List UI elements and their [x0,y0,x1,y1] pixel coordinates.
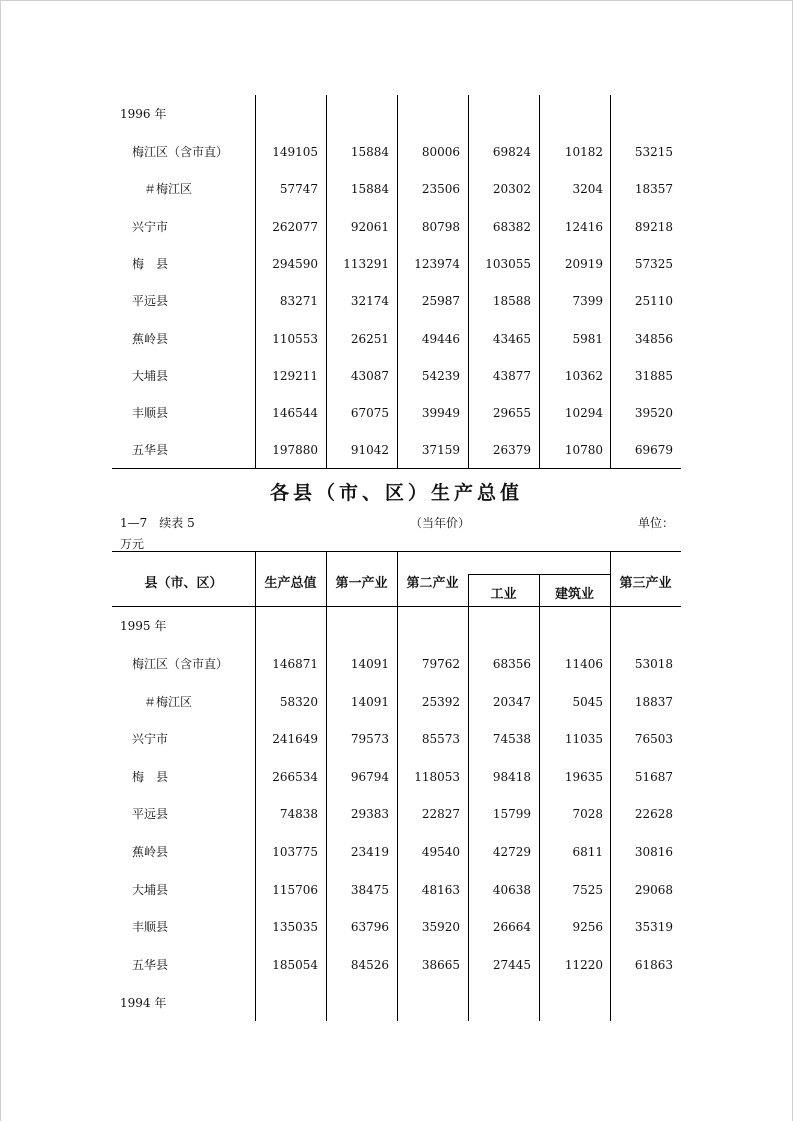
row-label: 大埔县 [132,882,169,897]
table-cell: 9256 [572,920,603,935]
table-cell: 29383 [350,807,389,822]
row-label: 丰顺县 [132,406,169,421]
header-industry: 工业 [490,587,517,602]
table-cell: 15799 [492,807,531,822]
row-label: 五华县 [132,957,169,972]
table-cell: 76503 [634,732,673,747]
row-label: ＃梅江区 [144,182,193,197]
table-cell: 14091 [350,657,389,671]
table-cell: 39520 [634,406,673,421]
table-cell: 29068 [634,882,673,897]
table-cell: 18837 [634,694,673,709]
price-note: （当年价） [410,516,471,530]
table-cell: 38475 [350,882,389,897]
row-label: 蕉岭县 [132,845,169,859]
table-cell: 197880 [272,443,318,458]
table-number: 1—7 续表 5 [120,516,195,530]
table-cell: 98418 [492,769,531,784]
table-cell: 91042 [350,443,389,458]
row-label: 大埔县 [132,368,169,383]
table-cell: 29655 [492,406,531,421]
column-divider [397,551,398,1021]
table-cell: 80798 [421,219,460,234]
table-cell: 83271 [279,294,318,309]
column-divider [468,574,469,1021]
table-cell: 74538 [492,732,531,747]
header-secondary: 第二产业 [406,576,459,591]
table-cell: 49540 [421,845,460,859]
table-cell: 51687 [634,769,673,784]
table-cell: 149105 [272,145,318,159]
row-label: 蕉岭县 [132,331,169,346]
column-divider [326,551,327,1021]
table-cell: 68356 [492,657,531,671]
table-cell: 6811 [572,845,603,859]
header-county: 县（市、区） [144,576,223,591]
table-cell: 7028 [572,807,603,822]
table-cell: 129211 [272,368,318,383]
table-cell: 12416 [564,219,603,234]
table-cell: 26251 [350,331,389,346]
table-cell: 39949 [421,406,460,421]
table-cell: 22827 [421,807,460,822]
table-cell: 11406 [564,657,603,671]
row-label: 平远县 [132,807,169,822]
table-cell: 89218 [634,219,673,234]
table-cell: 10182 [564,145,603,159]
table-cell: 80006 [421,145,460,159]
header-primary: 第一产业 [335,576,388,591]
table-cell: 43087 [350,368,389,383]
table-cell: 49446 [421,331,460,346]
table-cell: 53215 [634,145,673,159]
table-cell: 54239 [421,368,460,383]
table-bottom-rule [112,468,681,469]
table-cell: 69824 [492,145,531,159]
table-cell: 118053 [414,769,460,784]
table-cell: 63796 [350,920,389,935]
year-label-next: 1994 年 [120,996,167,1010]
table-cell: 294590 [272,256,318,271]
table-cell: 53018 [634,657,673,671]
column-divider [539,574,540,1021]
table-cell: 79573 [350,732,389,747]
row-label: ＃梅江区 [144,694,193,709]
table-cell: 146871 [272,657,318,671]
table-cell: 85573 [421,732,460,747]
table-cell: 266534 [272,769,318,784]
table-cell: 42729 [492,845,531,859]
table-cell: 38665 [421,957,460,972]
table-cell: 79762 [421,657,460,671]
table-cell: 14091 [350,694,389,709]
table-cell: 23506 [421,182,460,197]
table-cell: 262077 [272,219,318,234]
table-cell: 146544 [272,406,318,421]
table-cell: 48163 [421,882,460,897]
table-cell: 10780 [564,443,603,458]
table-cell: 185054 [272,957,318,972]
row-label: 梅江区（含市直） [132,657,229,671]
table-cell: 69679 [634,443,673,458]
table-cell: 30816 [634,845,673,859]
table-cell: 110553 [272,331,318,346]
table-cell: 103775 [272,845,318,859]
table-cell: 123974 [414,256,460,271]
table-cell: 37159 [421,443,460,458]
table-cell: 35319 [634,920,673,935]
unit-label: 单位： [638,516,675,530]
header-construction: 建筑业 [554,587,594,602]
table-cell: 43877 [492,368,531,383]
table-cell: 5981 [572,331,603,346]
table-cell: 32174 [350,294,389,309]
unit-value: 万元 [120,537,145,551]
table-cell: 19635 [564,769,603,784]
table-cell: 27445 [492,957,531,972]
column-divider [255,551,256,1021]
table-cell: 18588 [492,294,531,309]
year-label: 1996 年 [120,107,167,121]
table-cell: 22628 [634,807,673,822]
table-cell: 103055 [485,256,531,271]
table-cell: 3204 [572,182,603,197]
table-cell: 35920 [421,920,460,935]
table-cell: 67075 [350,406,389,421]
table-cell: 57747 [279,182,318,197]
table-cell: 25392 [421,694,460,709]
table-cell: 20302 [492,182,531,197]
table-cell: 68382 [492,219,531,234]
row-label: 梅 县 [132,769,169,784]
table-cell: 34856 [634,331,673,346]
table-cell: 31885 [634,368,673,383]
table-cell: 15884 [350,145,389,159]
row-label: 五华县 [132,443,169,458]
table-cell: 10294 [564,406,603,421]
row-label: 梅 县 [132,256,169,271]
table-cell: 96794 [350,769,389,784]
table-cell: 43465 [492,331,531,346]
row-label: 兴宁市 [132,732,169,747]
table-cell: 23419 [350,845,389,859]
column-divider [610,551,611,1021]
table-cell: 115706 [272,882,318,897]
table-cell: 15884 [350,182,389,197]
table-cell: 20919 [564,256,603,271]
table-cell: 241649 [272,732,318,747]
table-cell: 58320 [279,694,318,709]
row-label: 平远县 [132,294,169,309]
table-cell: 10362 [564,368,603,383]
table-cell: 57325 [634,256,673,271]
table-cell: 40638 [492,882,531,897]
table-cell: 11220 [564,957,603,972]
table-cell: 26379 [492,443,531,458]
table-cell: 18357 [634,182,673,197]
table-cell: 61863 [634,957,673,972]
table-cell: 11035 [564,732,603,747]
table-cell: 20347 [492,694,531,709]
table-cell: 84526 [350,957,389,972]
row-label: 梅江区（含市直） [132,145,229,159]
page-title: 各县（市、区）生产总值 [269,482,523,504]
header-gdp: 生产总值 [264,576,317,591]
row-label: 丰顺县 [132,920,169,935]
table-cell: 113291 [343,256,389,271]
table-cell: 7525 [572,882,603,897]
row-label: 兴宁市 [132,219,169,234]
table-cell: 92061 [350,219,389,234]
table-cell: 25110 [634,294,673,309]
table-cell: 5045 [572,694,603,709]
table-cell: 74838 [279,807,318,822]
table-cell: 25987 [421,294,460,309]
table-cell: 7399 [572,294,603,309]
table-cell: 135035 [272,920,318,935]
header-tertiary: 第三产业 [619,576,672,591]
table-cell: 26664 [492,920,531,935]
year-label: 1995 年 [120,619,167,633]
